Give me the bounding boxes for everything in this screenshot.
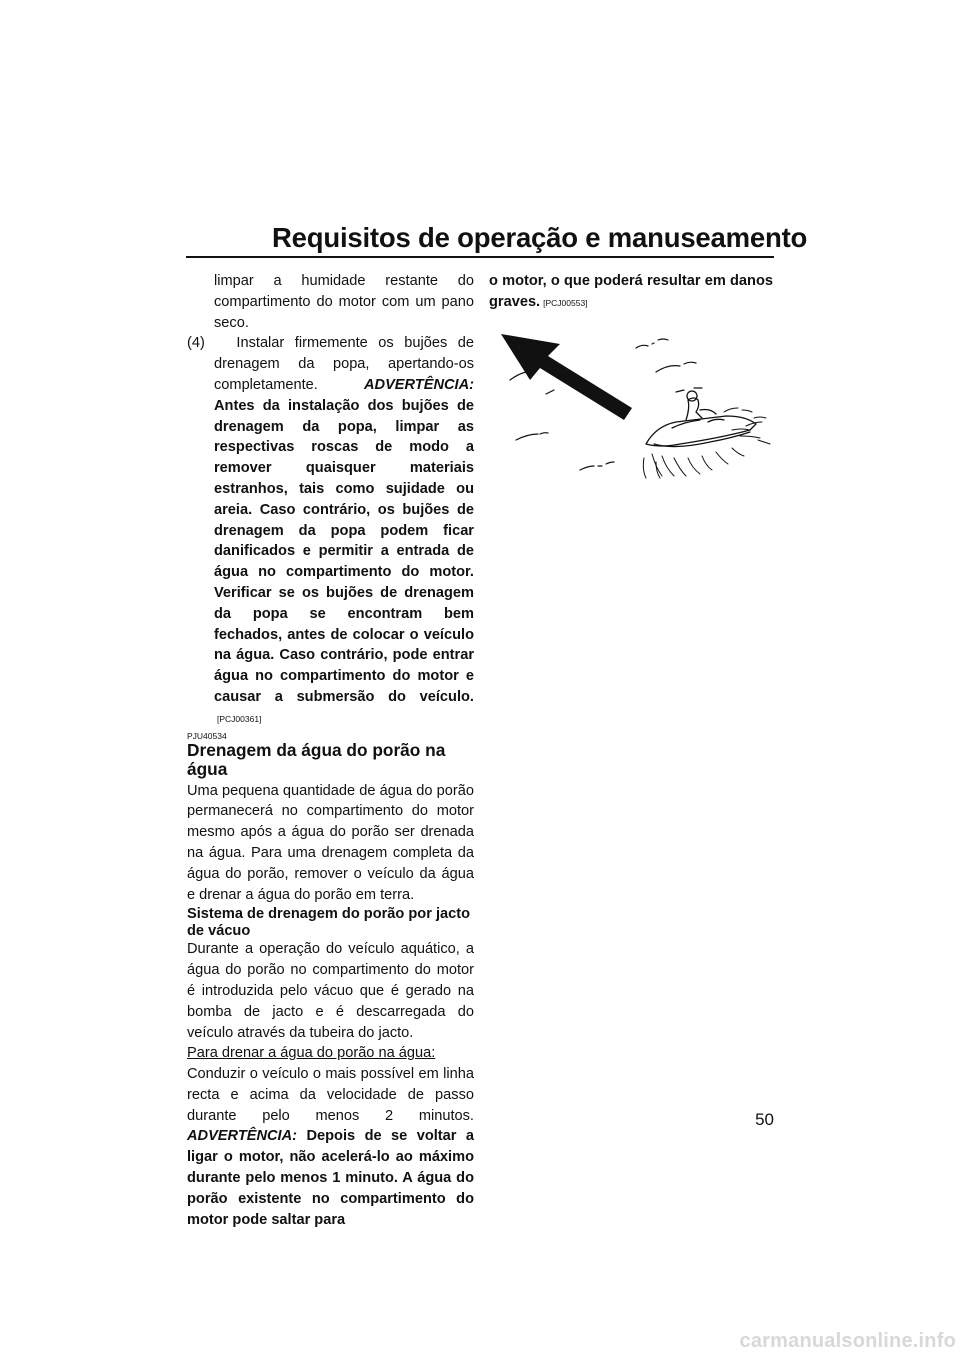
warning-continuation [489, 271, 773, 314]
warning-text: Antes da instalação dos bujões de drenagem da popa, limpar as respectivas roscas de modo a remover quaisquer materiais estranhos, tais como sujidade ou areia. Caso contrário, os bujões de drenagem da popa podem ficar danificados e permitir a entrada de água no compartimento do motor. Verificar se os bujões de drenagem da popa se encontram bem fechados, antes de colocar o veículo na água. Caso contrário, pode entrar água no compartimento do motor e causar a submersão do veículo. [214, 397, 474, 705]
intro-continuation: limpar a humidade restante do compartimento do motor com um pano seco. [214, 273, 474, 331]
procedure-text: Conduzir o veículo o mais possível em linha recta e acima da velocidade de passo durante pelo menos 2 minutos. [187, 1066, 474, 1124]
procedure-paragraph [187, 1064, 474, 1230]
warning-label: ADVERTÊNCIA: [363, 376, 474, 393]
page-number: 50 [755, 1110, 774, 1129]
step-4 [187, 333, 474, 729]
procedure-heading: Para drenar a água do porão na água: [187, 1045, 436, 1062]
section-body: Uma pequena quantidade de água do porão permanecerá no compartimento do motor mesmo após a água do porão ser drenada na água. Para uma drenagem completa da água do porão, remover o veículo da água e drenar a água do porão em terra. [187, 782, 474, 903]
section-reference-code: PJU40534 [187, 730, 227, 741]
step-4-number: (4) [187, 335, 205, 352]
procedure-warning-text: Depois de se voltar a ligar o motor, não acelerá-lo ao máximo durante pelo menos 1 minuto. A água do porão existente no compartimento do motor pode saltar para [187, 1128, 475, 1228]
watercraft [646, 391, 756, 447]
warning-code: [PCJ00361] [217, 713, 262, 724]
right-column [489, 271, 773, 314]
header-rule [186, 256, 774, 258]
left-column [187, 271, 474, 1230]
subsection-heading: Sistema de drenagem do porão por jacto de vácuo [187, 906, 471, 939]
watercraft-illustration [496, 326, 776, 496]
page-title: Requisitos de operação e manuseamento [272, 222, 808, 253]
warning-continuation-text: o motor, o que poderá resultar em danos graves. [489, 273, 773, 310]
warning-continuation-code: [PCJ00553] [543, 297, 588, 308]
subsection-body: Durante a operação do veículo aquático, a água do porão no compartimento do motor é introduzida pelo vácuo que é gerado na bomba de jacto e é descarregada do veículo através da tubeira do jacto. [187, 941, 474, 1041]
direction-arrow [501, 334, 632, 420]
procedure-warning-label: ADVERTÊNCIA: [187, 1128, 298, 1145]
section-heading: Drenagem da água do porão na água [187, 739, 446, 779]
watermark: carmanualsonline.info [739, 1330, 956, 1352]
step-4-text: Instalar firmemente os bujões de drenagem da popa, apertando-os completamente. [214, 335, 475, 393]
